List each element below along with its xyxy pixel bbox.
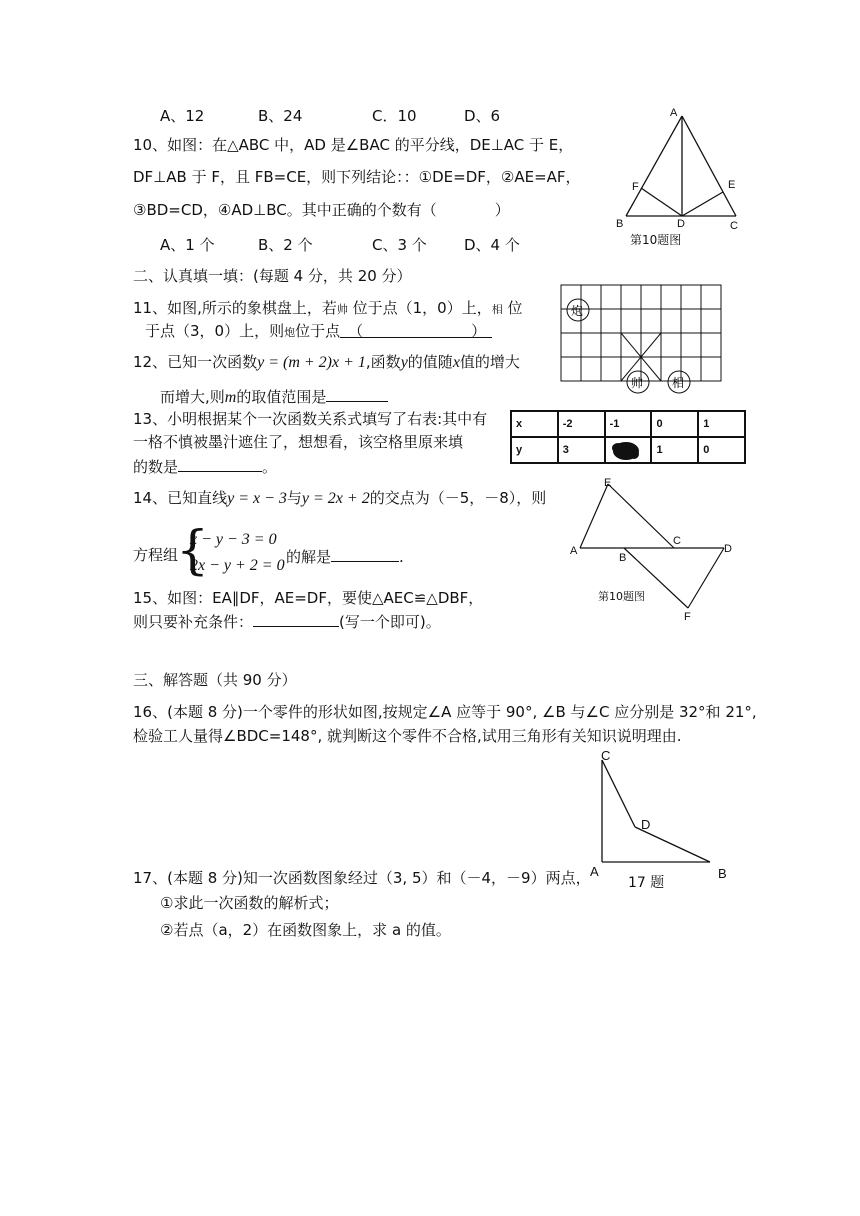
q16-line1: 16、(本题 8 分)一个零件的形状如图,按规定∠A 应等于 90°, ∠B 与∠C 应分别是 32°和 21°, — [133, 703, 757, 721]
q9-option-c: C．10 — [372, 107, 417, 125]
q10-label-d: D — [677, 218, 685, 230]
q10-label-a: A — [670, 107, 678, 119]
q12-line2: 而增大,则m的取值范围是 — [160, 385, 388, 408]
q15-label-d: D — [724, 543, 732, 555]
q16-line2: 检验工人量得∠BDC=148°, 就判断这个零件不合格,试用三角形有关知识说明理由. — [133, 727, 682, 745]
q13-line2: 一格不慎被墨汁遮住了，想想看，该空格里原来填 — [133, 433, 464, 451]
q10-triangle-figure — [610, 104, 750, 249]
q9-option-a: A、12 — [160, 107, 205, 125]
q15-line2: 则只要补充条件： (写一个即可)。 — [133, 610, 441, 632]
table-row-x — [511, 411, 745, 437]
q10-label-b: B — [616, 218, 624, 230]
q9-option-b: B、24 — [258, 107, 303, 125]
q16-label-c: C — [601, 748, 611, 763]
q16-figure-caption: 17 题 — [628, 875, 665, 890]
q15-label-b: B — [619, 552, 627, 564]
q12-answer-blank — [326, 385, 388, 402]
section-3-title: 三、解答题（共 90 分） — [133, 671, 297, 689]
q11-line2: 于点（3，0）上，则炮位于点 （ ） — [145, 321, 492, 343]
chess-board-figure — [556, 284, 726, 396]
q13-value-table — [510, 410, 746, 464]
q14-sys-tail: 的解是 . — [286, 545, 404, 567]
q10-line2: DF⊥AB 于 F，且 FB=CE，则下列结论：：①DE=DF，②AE=AF， — [133, 168, 581, 186]
q16-label-d: D — [641, 817, 651, 832]
ink-blot-cell — [605, 437, 652, 463]
table-cell: 0 — [651, 411, 698, 437]
q13-line1: 13、小明根据某个一次函数关系式填写了右表:其中有 — [133, 410, 488, 428]
q10-label-e: E — [728, 179, 736, 191]
table-cell: x — [511, 411, 558, 437]
q12-line1: 12、已知一次函数y = (m + 2)x + 1,函数y的值随x值的增大 — [133, 353, 520, 371]
q11-piece-xiang: 相 — [491, 303, 503, 316]
q17-item2: ②若点（a，2）在函数图象上，求 a 的值。 — [160, 921, 451, 939]
q10-option-a: A、1 个 — [160, 236, 215, 254]
q10-line3: ③BD=CD，④AD⊥BC。其中正确的个数有（ ） — [133, 201, 510, 219]
q11-line1: 11、如图,所示的象棋盘上，若帅 位于点（1，0）上，相 位 — [133, 299, 523, 317]
table-cell: 3 — [558, 437, 605, 463]
q14-sys-label: 方程组 — [133, 546, 179, 564]
q10-label-f: F — [632, 181, 639, 193]
q15-line1: 15、如图：EA∥DF，AE=DF，要使△AEC≌△DBF， — [133, 589, 484, 607]
q15-label-f: F — [684, 611, 691, 623]
q10-option-c: C、3 个 — [372, 236, 427, 254]
q13-answer-blank — [178, 455, 262, 472]
q11-piece-shuai: 帅 — [336, 303, 348, 316]
q11-answer-blank: （ ） — [340, 321, 492, 338]
q15-label-c: C — [673, 535, 681, 547]
q14-sys-eq1: x − y − 3 = 0 — [190, 531, 277, 548]
q16-label-a: A — [590, 864, 599, 879]
table-cell: -1 — [605, 411, 652, 437]
q14-system-brace: { — [176, 521, 210, 581]
q9-option-d: D、6 — [464, 107, 501, 125]
q14-sys-eq2: 2x − y + 2 = 0 — [190, 557, 285, 574]
table-cell: y — [511, 437, 558, 463]
q14-line1: 14、已知直线y = x − 3与y = 2x + 2的交点为（－5，－8），则 — [133, 489, 547, 507]
q14-answer-blank — [331, 545, 399, 562]
q16-label-b: B — [718, 866, 727, 881]
q15-figure-caption: 第10题图 — [598, 590, 645, 603]
table-cell: 0 — [698, 437, 745, 463]
q12-formula: y = (m + 2)x + 1 — [257, 354, 366, 371]
table-cell: -2 — [558, 411, 605, 437]
ink-blot — [608, 440, 644, 462]
section-2-title: 二、认真填一填：(每题 4 分，共 20 分） — [133, 267, 412, 285]
table-row-y — [511, 437, 745, 463]
q15-answer-blank — [253, 610, 339, 627]
q15-label-e: E — [604, 477, 612, 489]
q11-piece-pao: 炮 — [284, 326, 296, 339]
chess-piece-xiang: 相 — [672, 376, 685, 390]
q10-line1: 10、如图：在△ABC 中，AD 是∠BAC 的平分线，DE⊥AC 于 E， — [133, 136, 574, 154]
chess-piece-shuai: 帅 — [631, 376, 644, 390]
q16-part-figure — [588, 746, 734, 890]
table-cell: 1 — [651, 437, 698, 463]
q10-label-c: C — [730, 220, 738, 232]
q10-option-b: B、2 个 — [258, 236, 313, 254]
q17-item1: ①求此一次函数的解析式； — [160, 894, 339, 912]
q15-figure — [566, 474, 746, 624]
q10-figure-caption: 第10题图 — [630, 233, 682, 247]
q13-line3: 的数是 。 — [133, 455, 277, 477]
table-cell: 1 — [698, 411, 745, 437]
q10-option-d: D、4 个 — [464, 236, 520, 254]
q15-label-a: A — [570, 545, 578, 557]
q17-line1: 17、(本题 8 分)知一次函数图象经过（3, 5）和（－4，－9）两点， — [133, 869, 591, 887]
chess-piece-pao: 炮 — [571, 304, 584, 318]
